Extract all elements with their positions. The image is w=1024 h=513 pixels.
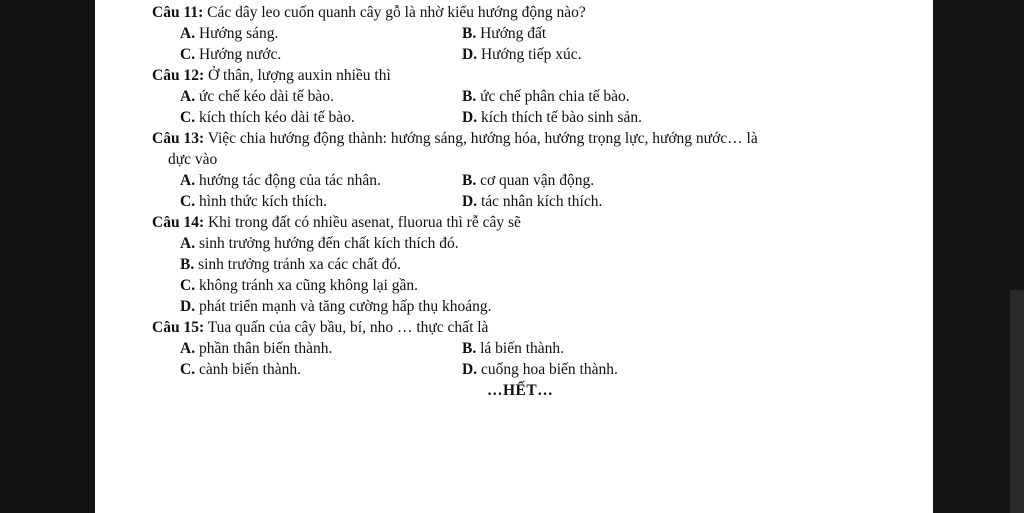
option-c [180,44,462,65]
option-d [462,191,602,212]
option-text: tác nhân kích thích. [477,193,603,210]
option-text: lá biến thành. [476,340,565,357]
option-b [462,338,564,359]
question-15 [152,317,922,338]
answer-row [152,107,922,128]
option-key: D. [462,361,478,378]
option-key: C. [180,46,196,63]
option-d [152,296,922,317]
option-a [180,23,462,44]
question-label: Câu 11: [152,4,204,21]
document-page [95,0,933,513]
option-text: sinh trưởng hướng đến chất kích thích đó. [195,235,459,252]
answer-row [152,170,922,191]
end-marker: …HẾT… [487,382,554,399]
option-d [462,359,618,380]
option-text: sinh trưởng tránh xa các chất đó. [194,256,402,273]
answer-row [152,23,922,44]
option-a [180,170,462,191]
option-key: D. [462,46,478,63]
option-a [180,338,462,359]
option-key: B. [180,256,195,273]
option-d [462,107,642,128]
answer-row [152,86,922,107]
option-b [462,170,594,191]
option-text: Hướng nước. [195,46,282,63]
option-key: D. [462,193,478,210]
question-text: Các dây leo cuốn quanh cây gỗ là nhờ kiểu hướng động nào? [203,4,586,21]
question-text-continuation: dực vào [168,151,218,168]
option-key: C. [180,277,196,294]
option-b [462,86,630,107]
option-text: ức chế kéo dài tế bào. [195,88,334,105]
option-key: B. [462,172,477,189]
option-text: kích thích kéo dài tế bào. [195,109,355,126]
option-text: hướng tác động của tác nhân. [195,172,381,189]
question-label: Câu 15: [152,319,205,336]
option-text: hình thức kích thích. [195,193,328,210]
option-c [180,107,462,128]
option-text: Hướng tiếp xúc. [477,46,582,63]
option-a [152,233,922,254]
question-label: Câu 14: [152,214,205,231]
option-key: A. [180,235,196,252]
answer-row [152,44,922,65]
option-key: D. [462,109,478,126]
option-text: cơ quan vận động. [476,172,595,189]
option-text: phần thân biến thành. [195,340,333,357]
quiz-content [152,2,922,401]
option-text: Hướng đất [476,25,547,42]
option-key: B. [462,25,477,42]
question-13 [152,128,922,149]
option-text: kích thích tế bào sinh sản. [477,109,642,126]
option-b [152,254,922,275]
answer-row [152,338,922,359]
answer-row [152,359,922,380]
option-a [180,86,462,107]
option-b [462,23,546,44]
option-key: A. [180,172,196,189]
option-text: Hướng sáng. [195,25,279,42]
question-text: Việc chia hướng động thành: hướng sáng, hướng hóa, hướng trọng lực, hướng nước… là [204,130,758,147]
option-text: phát triển mạnh và tăng cường hấp thụ khoáng. [195,298,492,315]
question-11 [152,2,922,23]
option-text: cành biến thành. [195,361,301,378]
question-label: Câu 12: [152,67,205,84]
option-key: A. [180,88,196,105]
option-key: B. [462,88,477,105]
question-text: Ở thân, lượng auxin nhiều thì [204,67,391,84]
option-key: D. [180,298,196,315]
question-text: Khi trong đất có nhiều asenat, fluorua thì rễ cây sẽ [204,214,521,231]
option-text: không tránh xa cũng không lại gần. [195,277,419,294]
option-c [180,359,462,380]
question-label: Câu 13: [152,130,205,147]
scrollbar[interactable] [1010,290,1024,513]
option-c [152,275,922,296]
option-key: A. [180,25,196,42]
option-key: C. [180,193,196,210]
question-12 [152,65,922,86]
left-dark-margin [0,0,95,513]
option-key: C. [180,361,196,378]
question-text: Tua quấn của cây bầu, bí, nho … thực chất là [204,319,489,336]
option-c [180,191,462,212]
option-text: ức chế phân chia tế bào. [476,88,630,105]
option-key: C. [180,109,196,126]
option-key: B. [462,340,477,357]
option-text: cuống hoa biến thành. [477,361,618,378]
option-d [462,44,582,65]
question-14 [152,212,922,233]
option-key: A. [180,340,196,357]
answer-row [152,191,922,212]
